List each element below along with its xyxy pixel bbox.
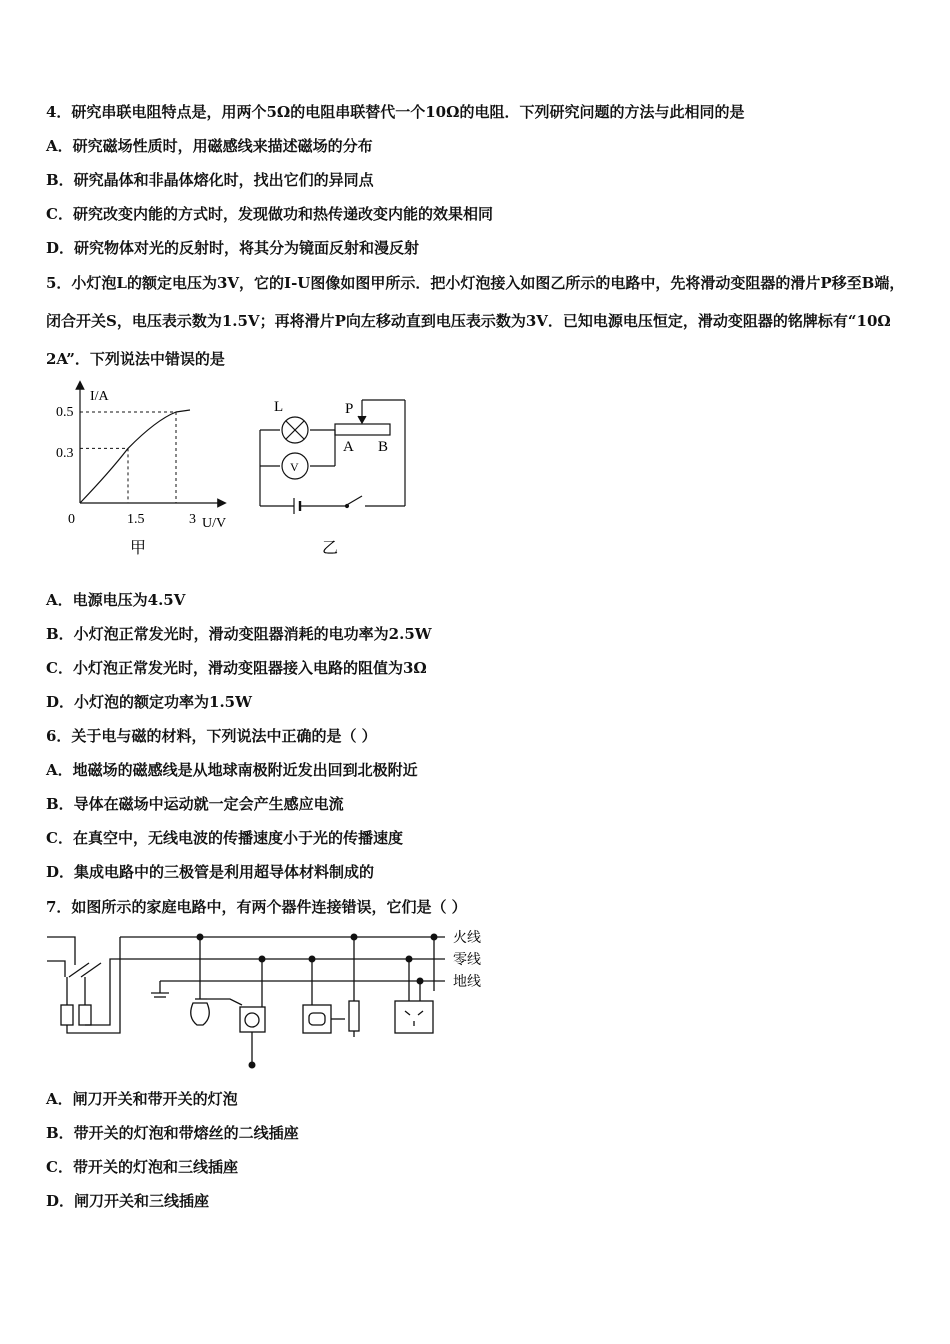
origin-label: 0	[68, 512, 75, 527]
bulb-icon	[191, 1003, 210, 1025]
q7-stem: 7．如图所示的家庭电路中，有两个器件连接错误，它们是（ ）	[46, 898, 467, 916]
lamp-label: L	[274, 399, 284, 415]
q6-option-b: B．导体在磁场中运动就一定会产生感应电流	[46, 795, 344, 813]
circuit-diagram	[250, 390, 420, 560]
graph-caption: 甲	[130, 540, 147, 557]
iu-graph	[50, 380, 240, 560]
q7-option-b: B．带开关的灯泡和带熔丝的二线插座	[46, 1124, 299, 1142]
voltmeter-label: V	[290, 460, 299, 474]
q5-option-d: D．小灯泡的额定功率为1.5W	[46, 693, 252, 711]
q5-stem: 5．小灯泡L的额定电压为3V，它的I-U图像如图甲所示．把小灯泡接入如图乙所示的电路中，先将滑动变阻器的滑片P移至B端，闭合开关S，电压表示数为1.5V；再将滑片P向左移动直到电压表示数为3V．已知电源电压恒定，滑动变阻器的铭牌标有“10Ω 2A”．下列说法中错误的是	[46, 274, 905, 368]
q7-option-c: C．带开关的灯泡和三线插座	[46, 1158, 238, 1176]
knife-switch-icon	[61, 1005, 73, 1025]
y-tick-0.5: 0.5	[56, 405, 74, 420]
two-wire-socket-icon	[303, 1005, 331, 1033]
y-tick-0.3: 0.3	[56, 446, 74, 461]
q6-stem: 6．关于电与磁的材料，下列说法中正确的是（ ）	[46, 727, 377, 745]
q5-option-c: C．小灯泡正常发光时，滑动变阻器接入电路的阻值为3Ω	[46, 659, 427, 677]
fire-wire-label: 火线	[453, 931, 481, 946]
switch-box-icon	[240, 1007, 265, 1032]
q4-option-d: D．研究物体对光的反射时，将其分为镜面反射和漫反射	[46, 239, 420, 257]
q7-option-a: A．闸刀开关和带开关的灯泡	[46, 1090, 238, 1108]
slider-label: P	[345, 401, 354, 417]
q4-option-b: B．研究晶体和非晶体熔化时，找出它们的异同点	[46, 171, 374, 189]
q4-option-c: C．研究改变内能的方式时，发现做功和热传递改变内能的效果相同	[46, 205, 493, 223]
end-b-label: B	[378, 439, 389, 455]
q4-option-a: A．研究磁场性质时，用磁感线来描述磁场的分布	[46, 137, 373, 155]
ground-wire-label: 地线	[453, 975, 481, 990]
q6-option-c: C．在真空中，无线电波的传播速度小于光的传播速度	[46, 829, 403, 847]
q7-option-d: D．闸刀开关和三线插座	[46, 1192, 210, 1210]
end-a-label: A	[343, 439, 354, 455]
fuse-icon	[349, 1001, 359, 1031]
three-wire-socket-icon	[395, 1001, 433, 1033]
q5-option-a: A．电源电压为4.5V	[46, 591, 186, 609]
x-axis-label: U/V	[202, 516, 227, 531]
neutral-wire-label: 零线	[453, 953, 481, 968]
q5-option-b: B．小灯泡正常发光时，滑动变阻器消耗的电功率为2.5W	[46, 625, 432, 643]
household-circuit	[45, 925, 490, 1075]
x-tick-3: 3	[189, 512, 196, 527]
x-tick-1.5: 1.5	[127, 512, 145, 527]
q4-stem: 4．研究串联电阻特点是，用两个5Ω的电阻串联替代一个10Ω的电阻．下列研究问题的方法与此相同的是	[46, 103, 745, 121]
rheostat-icon	[335, 424, 390, 435]
y-axis-label: I/A	[90, 389, 109, 404]
iu-curve	[80, 410, 190, 503]
q6-option-a: A．地磁场的磁感线是从地球南极附近发出回到北极附近	[46, 761, 418, 779]
circuit-caption: 乙	[322, 540, 339, 557]
q6-option-d: D．集成电路中的三极管是利用超导体材料制成的	[46, 863, 375, 881]
